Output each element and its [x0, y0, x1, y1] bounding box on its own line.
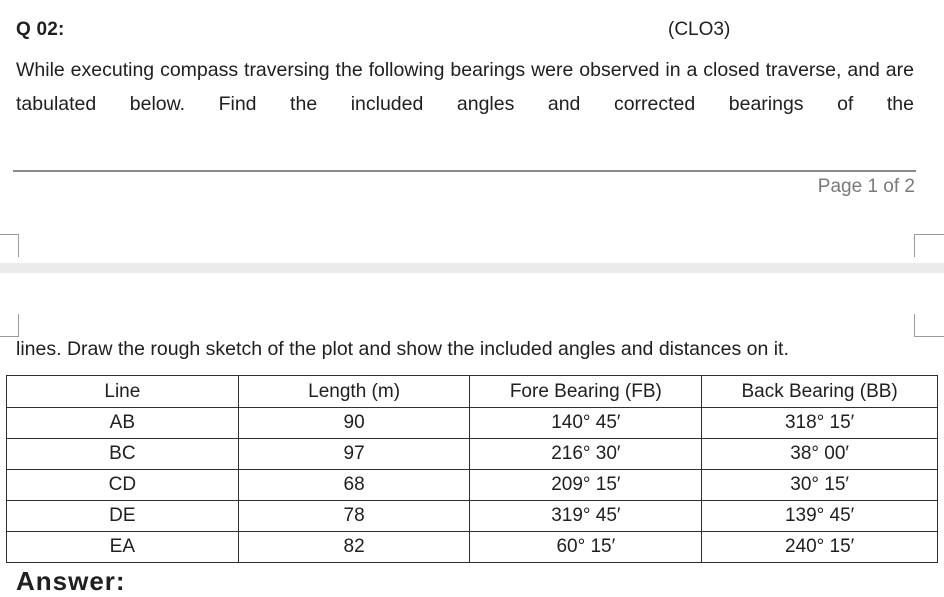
bearing-table: [6, 375, 938, 563]
question-text-page2: lines. Draw the rough sketch of the plot and show the included angles and distances on it.: [16, 338, 789, 360]
cell-fore-bearing: 140° 45′: [470, 408, 702, 439]
page-number: Page 1 of 2: [817, 176, 915, 197]
table-row: [7, 439, 938, 470]
table-row: [7, 532, 938, 563]
table-row: [7, 501, 938, 532]
table-row: [7, 408, 938, 439]
cell-back-bearing: 240° 15′: [702, 532, 938, 563]
clo-tag: (CLO3): [668, 19, 731, 40]
crop-mark-bottom-left: [0, 314, 19, 337]
table-header-row: [7, 376, 938, 408]
question-number: Q 02:: [16, 19, 65, 40]
crop-mark-bottom-right: [914, 314, 944, 337]
header-fore-bearing: Fore Bearing (FB): [470, 376, 702, 408]
cell-length: 82: [238, 532, 470, 563]
cell-line: EA: [7, 532, 239, 563]
header-length: Length (m): [238, 376, 470, 408]
cell-length: 78: [238, 501, 470, 532]
cell-line: CD: [7, 470, 239, 501]
cell-line: BC: [7, 439, 239, 470]
cell-length: 97: [238, 439, 470, 470]
cell-line: DE: [7, 501, 239, 532]
cell-length: 90: [238, 408, 470, 439]
crop-mark-top-left: [0, 234, 19, 257]
header-back-bearing: Back Bearing (BB): [702, 376, 938, 408]
cell-fore-bearing: 60° 15′: [470, 532, 702, 563]
cell-length: 68: [238, 470, 470, 501]
cell-fore-bearing: 319° 45′: [470, 501, 702, 532]
cell-fore-bearing: 209° 15′: [470, 470, 702, 501]
cell-back-bearing: 38° 00′: [702, 439, 938, 470]
footer-rule: [13, 170, 916, 172]
question-text-page1: While executing compass traversing the following bearings were observed in a closed traverse, and are tabulated below. Find the included angles and corrected bearings of the: [16, 59, 914, 115]
table-row: [7, 470, 938, 501]
cell-fore-bearing: 216° 30′: [470, 439, 702, 470]
cell-back-bearing: 30° 15′: [702, 470, 938, 501]
crop-mark-top-right: [914, 234, 944, 257]
page-gap: [0, 263, 944, 273]
answer-label: Answer:: [16, 566, 126, 596]
cell-back-bearing: 318° 15′: [702, 408, 938, 439]
header-line: Line: [7, 376, 239, 408]
cell-line: AB: [7, 408, 239, 439]
cell-back-bearing: 139° 45′: [702, 501, 938, 532]
